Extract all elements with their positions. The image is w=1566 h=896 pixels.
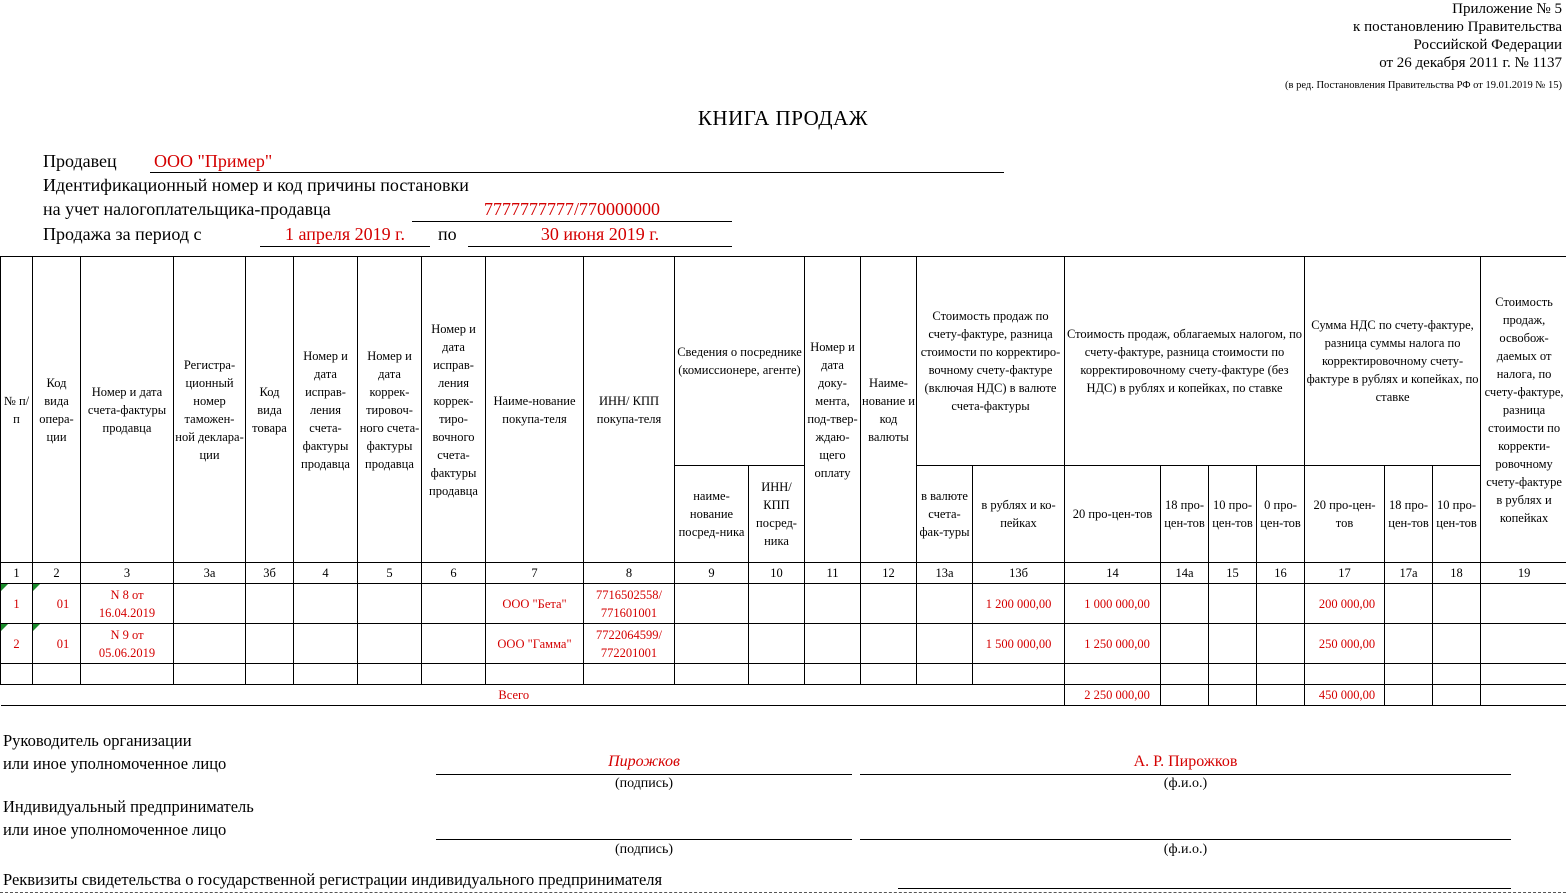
cell-empty[interactable] (1161, 664, 1209, 685)
colnum: 2 (33, 563, 81, 584)
cell-empty[interactable] (422, 624, 486, 664)
cell-empty[interactable] (973, 664, 1065, 685)
cell-empty[interactable] (1209, 584, 1257, 624)
table-row (1, 584, 1566, 624)
registration-label: Реквизиты свидетельства о государственной регистрации индивидуального предпринимателя (3, 870, 663, 889)
period-to[interactable]: 30 июня 2019 г. (468, 222, 732, 247)
cell-empty[interactable] (805, 584, 861, 624)
header-taxable-20: 20 про-цен-тов (1065, 466, 1161, 563)
cell-empty (1161, 685, 1209, 706)
cell-empty[interactable] (749, 624, 805, 664)
colnum: 5 (358, 563, 422, 584)
appendix-line-2: к постановлению Правительства (1353, 19, 1562, 35)
cell-empty[interactable] (584, 664, 675, 685)
sales-book-table (0, 256, 1566, 706)
cell-empty[interactable] (1161, 584, 1209, 624)
cell-empty[interactable] (805, 664, 861, 685)
cell-empty[interactable] (246, 624, 294, 664)
cell-empty[interactable] (1481, 664, 1566, 685)
cell-empty[interactable] (1257, 584, 1305, 624)
appendix-line-4: от 26 декабря 2011 г. № 1137 (1379, 55, 1562, 71)
period-label: Продажа за период с (43, 224, 202, 244)
ip-name-field[interactable] (860, 815, 1511, 840)
cell-base-20[interactable]: 1 000 000,00 (1065, 584, 1161, 624)
header-intermediary: Сведения о посреднике (комиссионере, агенте) (675, 257, 805, 466)
head-label-1: Руководитель организации (3, 731, 192, 750)
cell-empty[interactable] (174, 624, 246, 664)
colnum: 14а (1161, 563, 1209, 584)
cell-empty (1433, 685, 1481, 706)
header-adjustment-invoice: Номер и дата коррек-тировоч-ного счета-фактуры продавца (358, 257, 422, 563)
header-invoice-correction: Номер и дата исправ-ления счета-фактуры продавца (294, 257, 358, 563)
ip-label-1: Индивидуальный предприниматель (3, 797, 254, 816)
seller-label: Продавец (43, 151, 117, 171)
amendment-note: (в ред. Постановления Правительства РФ от 19.01.2019 № 15) (1285, 80, 1562, 91)
cell-invoice[interactable]: N 9 от 05.06.2019 (81, 624, 174, 664)
colnum: 17 (1305, 563, 1385, 584)
colnum: 3а (174, 563, 246, 584)
header-value-rub: в рублях и ко-пейках (973, 466, 1065, 563)
cell-empty[interactable] (675, 584, 749, 624)
cell-total[interactable]: 1 200 000,00 (973, 584, 1065, 624)
head-signature-field[interactable]: Пирожков (436, 750, 852, 775)
colnum: 19 (1481, 563, 1566, 584)
colnum: 18 (1433, 563, 1481, 584)
colnum: 13а (917, 563, 973, 584)
header-invoice: Номер и дата счета-фактуры продавца (81, 257, 174, 563)
header-taxable-18: 18 про-цен-тов (1161, 466, 1209, 563)
header-payment-doc: Номер и дата доку-мента, под-твер-ждаю-щего оплату (805, 257, 861, 563)
cell-empty[interactable] (861, 584, 917, 624)
colnum: 6 (422, 563, 486, 584)
cell-empty[interactable] (246, 584, 294, 624)
header-buyer-inn: ИНН/ КПП покупа-теля (584, 257, 675, 563)
cell-empty[interactable] (917, 664, 973, 685)
cell-empty[interactable] (1385, 624, 1433, 664)
colnum: 4 (294, 563, 358, 584)
document-title: КНИГА ПРОДАЖ (697, 106, 869, 130)
header-taxable-10: 10 про-цен-тов (1209, 466, 1257, 563)
header-buyer-name: Наиме-нование покупа-теля (486, 257, 584, 563)
header-npp: № п/п (1, 257, 33, 563)
cell-empty[interactable] (675, 664, 749, 685)
cell-buyer[interactable]: ООО "Бета" (486, 584, 584, 624)
colnum: 10 (749, 563, 805, 584)
header-goods-code: Код вида товара (246, 257, 294, 563)
cell-empty[interactable] (294, 584, 358, 624)
inn-value[interactable]: 7777777777/770000000 (412, 197, 732, 222)
colnum: 1 (1, 563, 33, 584)
cell-empty[interactable] (174, 664, 246, 685)
cell-empty[interactable] (358, 624, 422, 664)
totals-label: Всего (1, 685, 1065, 706)
cell-empty[interactable] (1, 664, 33, 685)
cell-buyer-inn[interactable]: 7722064599/ 772201001 (584, 624, 675, 664)
appendix-line-3: Российской Федерации (1413, 37, 1562, 53)
header-vat-18: 18 про-цен-тов (1385, 466, 1433, 563)
cell-empty[interactable] (1433, 584, 1481, 624)
totals-row (1, 685, 1566, 706)
cell-empty[interactable] (1209, 624, 1257, 664)
colnum: 3б (246, 563, 294, 584)
header-vat-10: 10 про-цен-тов (1433, 466, 1481, 563)
head-label-2: или иное уполномоченное лицо (3, 754, 227, 773)
header-op-code: Код вида опера-ции (33, 257, 81, 563)
cell-empty[interactable] (1433, 664, 1481, 685)
cell-invoice[interactable]: N 8 от 16.04.2019 (81, 584, 174, 624)
bottom-divider (0, 892, 1566, 893)
totals-vat-20: 450 000,00 (1305, 685, 1385, 706)
cell-empty[interactable] (1305, 664, 1385, 685)
appendix-line-1: Приложение № 5 (1452, 1, 1562, 17)
header-vat-20: 20 про-цен-тов (1305, 466, 1385, 563)
inn-label-2: на учет налогоплательщика-продавца (43, 199, 331, 219)
header-customs-decl: Регистра-ционный номер таможен-ной деклара-ции (174, 257, 246, 563)
colnum: 14 (1065, 563, 1161, 584)
head-signature-caption: (подпись) (614, 776, 674, 791)
cell-empty (1257, 685, 1305, 706)
cell-empty[interactable] (675, 624, 749, 664)
appendix-block (1353, 0, 1562, 72)
ip-name-caption: (ф.и.о.) (1163, 842, 1208, 857)
period-from[interactable]: 1 апреля 2019 г. (260, 222, 430, 247)
colnum: 12 (861, 563, 917, 584)
cell-empty[interactable] (1481, 624, 1566, 664)
header-vat-amount: Сумма НДС по счету-фактуре, разница суммы налога по корректировочному счету-фактуре в рублях и копейках, по ставке (1305, 257, 1481, 466)
cell-empty[interactable] (861, 664, 917, 685)
cell-empty (1385, 685, 1433, 706)
header-currency: Наиме-нование и код валюты (861, 257, 917, 563)
totals-base-20: 2 250 000,00 (1065, 685, 1161, 706)
colnum: 15 (1209, 563, 1257, 584)
cell-empty (1209, 685, 1257, 706)
cell-empty[interactable] (486, 664, 584, 685)
cell-empty[interactable] (917, 624, 973, 664)
cell-empty[interactable] (422, 664, 486, 685)
header-intermediary-inn: ИНН/ КПП посред-ника (749, 466, 805, 563)
header-intermediary-name: наиме-нование посред-ника (675, 466, 749, 563)
period-to-label: по (438, 224, 457, 244)
header-value-currency: в валюте счета-фак-туры (917, 466, 973, 563)
header-adjustment-correction: Номер и дата исправ-ления коррек-тиро-вочного счета-фактуры продавца (422, 257, 486, 563)
cell-empty[interactable] (246, 664, 294, 685)
cell-empty[interactable] (1385, 664, 1433, 685)
cell-empty[interactable] (358, 584, 422, 624)
header-exempt-value: Стоимость продаж, освобож-даемых от налога, по счету-фактуре, разница стоимости по корректи-ровочному счету-фактуре в рублях и копейках (1481, 257, 1566, 563)
header-sales-value: Стоимость продаж по счету-фактуре, разница стоимости по корректиро-вочному счету-фактуре (включая НДС) в валюте счета-фактуры (917, 257, 1065, 466)
ip-signature-field[interactable] (436, 815, 852, 840)
head-name-field[interactable]: А. Р. Пирожков (860, 750, 1511, 775)
cell-empty[interactable] (861, 624, 917, 664)
cell-empty[interactable] (1209, 664, 1257, 685)
colnum: 7 (486, 563, 584, 584)
header-taxable-0: 0 про-цен-тов (1257, 466, 1305, 563)
cell-empty[interactable] (749, 584, 805, 624)
table-row-empty (1, 664, 1566, 685)
cell-empty[interactable] (917, 584, 973, 624)
cell-empty[interactable] (1065, 664, 1161, 685)
cell-empty[interactable] (358, 664, 422, 685)
cell-npp[interactable]: 1 (1, 584, 33, 624)
cell-empty[interactable] (1161, 624, 1209, 664)
ip-signature-caption: (подпись) (614, 842, 674, 857)
cell-total[interactable]: 1 500 000,00 (973, 624, 1065, 664)
colnum: 13б (973, 563, 1065, 584)
cell-op-code[interactable]: 01 (33, 584, 81, 624)
cell-vat-20[interactable]: 200 000,00 (1305, 584, 1385, 624)
inn-label-1: Идентификационный номер и код причины постановки (43, 175, 469, 195)
cell-buyer[interactable]: ООО "Гамма" (486, 624, 584, 664)
registration-field[interactable] (898, 864, 1511, 889)
header-taxable-value: Стоимость продаж, облагаемых налогом, по счету-фактуре, разница стоимости по корректировочному счету-фактуре (без НДС) в рублях и копейках, по ставке (1065, 257, 1305, 466)
head-name-caption: (ф.и.о.) (1163, 776, 1208, 791)
cell-base-20[interactable]: 1 250 000,00 (1065, 624, 1161, 664)
cell-empty[interactable] (1257, 624, 1305, 664)
cell-empty[interactable] (1257, 664, 1305, 685)
cell-vat-20[interactable]: 250 000,00 (1305, 624, 1385, 664)
colnum: 16 (1257, 563, 1305, 584)
table-row (1, 624, 1566, 664)
cell-empty[interactable] (1433, 624, 1481, 664)
cell-op-code[interactable]: 01 (33, 624, 81, 664)
cell-buyer-inn[interactable]: 7716502558/ 771601001 (584, 584, 675, 624)
column-number-row (1, 563, 1566, 584)
cell-empty[interactable] (1385, 584, 1433, 624)
colnum: 17а (1385, 563, 1433, 584)
cell-empty[interactable] (294, 664, 358, 685)
cell-empty[interactable] (1481, 584, 1566, 624)
ip-label-2: или иное уполномоченное лицо (3, 820, 227, 839)
cell-empty[interactable] (174, 584, 246, 624)
colnum: 3 (81, 563, 174, 584)
cell-empty[interactable] (422, 584, 486, 624)
cell-empty[interactable] (33, 664, 81, 685)
colnum: 8 (584, 563, 675, 584)
seller-value[interactable]: ООО "Пример" (150, 149, 1004, 173)
colnum: 11 (805, 563, 861, 584)
cell-empty[interactable] (294, 624, 358, 664)
cell-npp[interactable]: 2 (1, 624, 33, 664)
colnum: 9 (675, 563, 749, 584)
cell-empty[interactable] (81, 664, 174, 685)
cell-empty[interactable] (749, 664, 805, 685)
cell-empty[interactable] (805, 624, 861, 664)
cell-empty (1481, 685, 1566, 706)
